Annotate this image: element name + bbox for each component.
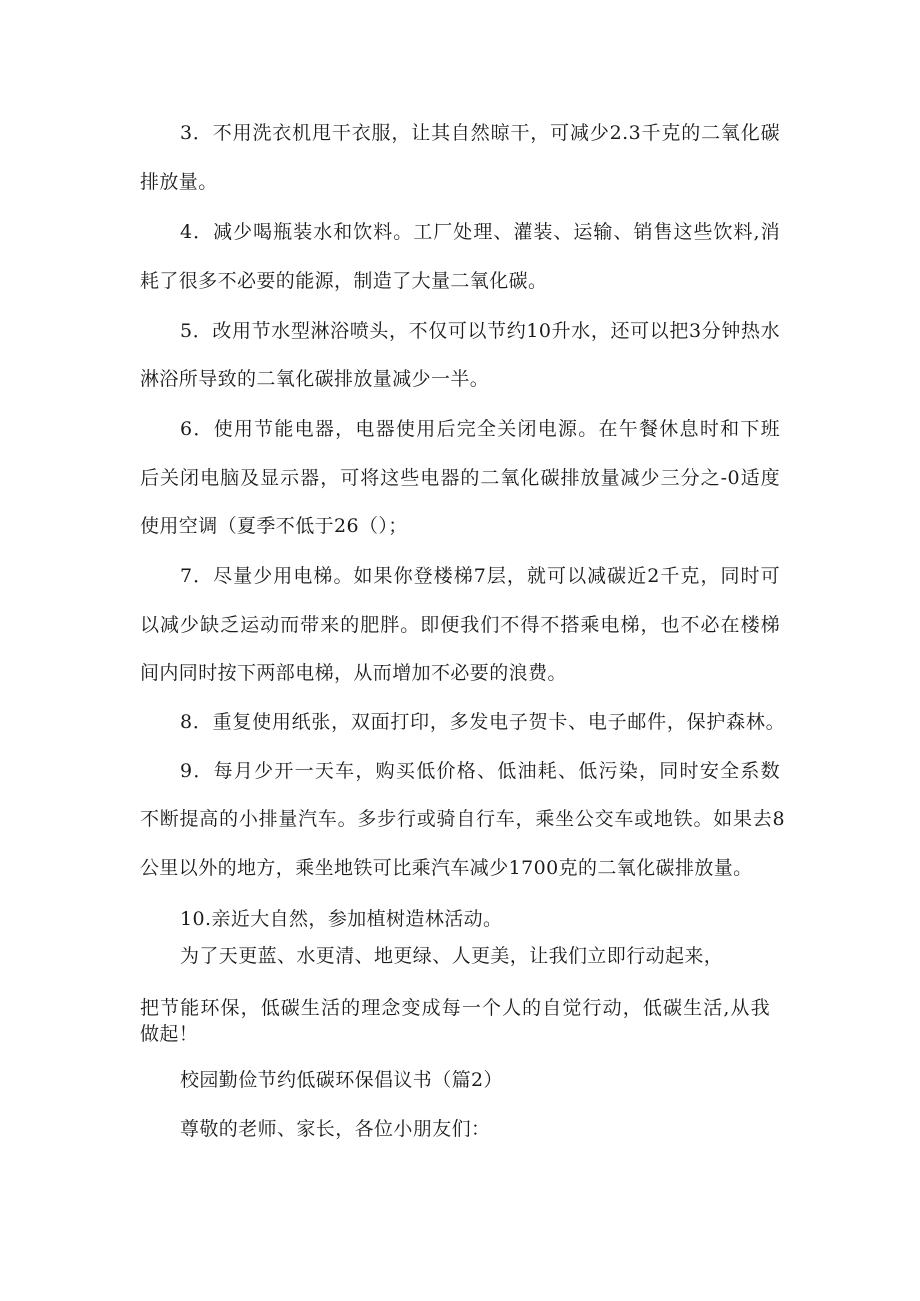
- item-7-line-3: 间内同时按下两部电梯，从而增加不必要的浪费。: [140, 662, 567, 684]
- item-10-line-1: 10.亲近大自然，参加植树造林活动。: [180, 908, 503, 930]
- item-9-line-2: 不断提高的小排量汽车。多步行或骑自行车，乘坐公交车或地铁。如果去8: [140, 808, 785, 830]
- item-7-line-1: 7．尽量少用电梯。如果你登楼梯7层，就可以减碳近2千克，同时可: [180, 565, 780, 587]
- item-6-line-2: 后关闭电脑及显示器，可将这些电器的二氧化碳排放量减少三分之-0适度: [140, 467, 780, 489]
- item-4-line-2: 耗了很多不必要的能源，制造了大量二氧化碳。: [140, 270, 548, 292]
- item-5-line-1: 5．改用节水型淋浴喷头，不仅可以节约10升水，还可以把3分钟热水: [180, 320, 780, 342]
- closing-line-3: 做起！: [140, 1023, 199, 1045]
- item-3-line-1: 3．不用洗衣机甩干衣服，让其自然晾干，可减少2.3千克的二氧化碳: [180, 122, 780, 144]
- section-title-part-2: 校园勤俭节约低碳环保倡议书（篇2）: [180, 1069, 503, 1091]
- item-4-line-1: 4．减少喝瓶装水和饮料。工厂处理、灌装、运输、销售这些饮料,消: [180, 221, 780, 243]
- item-9-line-3: 公里以外的地方，乘坐地铁可比乘汽车减少1700克的二氧化碳排放量。: [140, 857, 753, 879]
- item-6-line-1: 6．使用节能电器，电器使用后完全关闭电源。在午餐休息时和下班: [180, 418, 780, 440]
- item-8-line-1: 8．重复使用纸张，双面打印，多发电子贺卡、电子邮件，保护森林。: [180, 711, 785, 733]
- item-9-line-1: 9．每月少开一天车，购买低价格、低油耗、低污染，同时安全系数: [180, 760, 780, 782]
- closing-line-2: 把节能环保，低碳生活的理念变成每一个人的自觉行动，低碳生活,从我: [140, 997, 770, 1019]
- item-7-line-2: 以减少缺乏运动而带来的肥胖。即便我们不得不搭乘电梯，也不必在楼梯: [140, 614, 780, 636]
- item-5-line-2: 淋浴所导致的二氧化碳排放量减少一半。: [140, 368, 490, 390]
- item-6-line-3: 使用空调（夏季不低于26（）；: [140, 515, 408, 537]
- closing-line-1: 为了天更蓝、水更清、地更绿、人更美，让我们立即行动起来，: [180, 945, 724, 967]
- item-3-line-2: 排放量。: [140, 171, 218, 193]
- salutation: 尊敬的老师、家长，各位小朋友们：: [180, 1118, 491, 1140]
